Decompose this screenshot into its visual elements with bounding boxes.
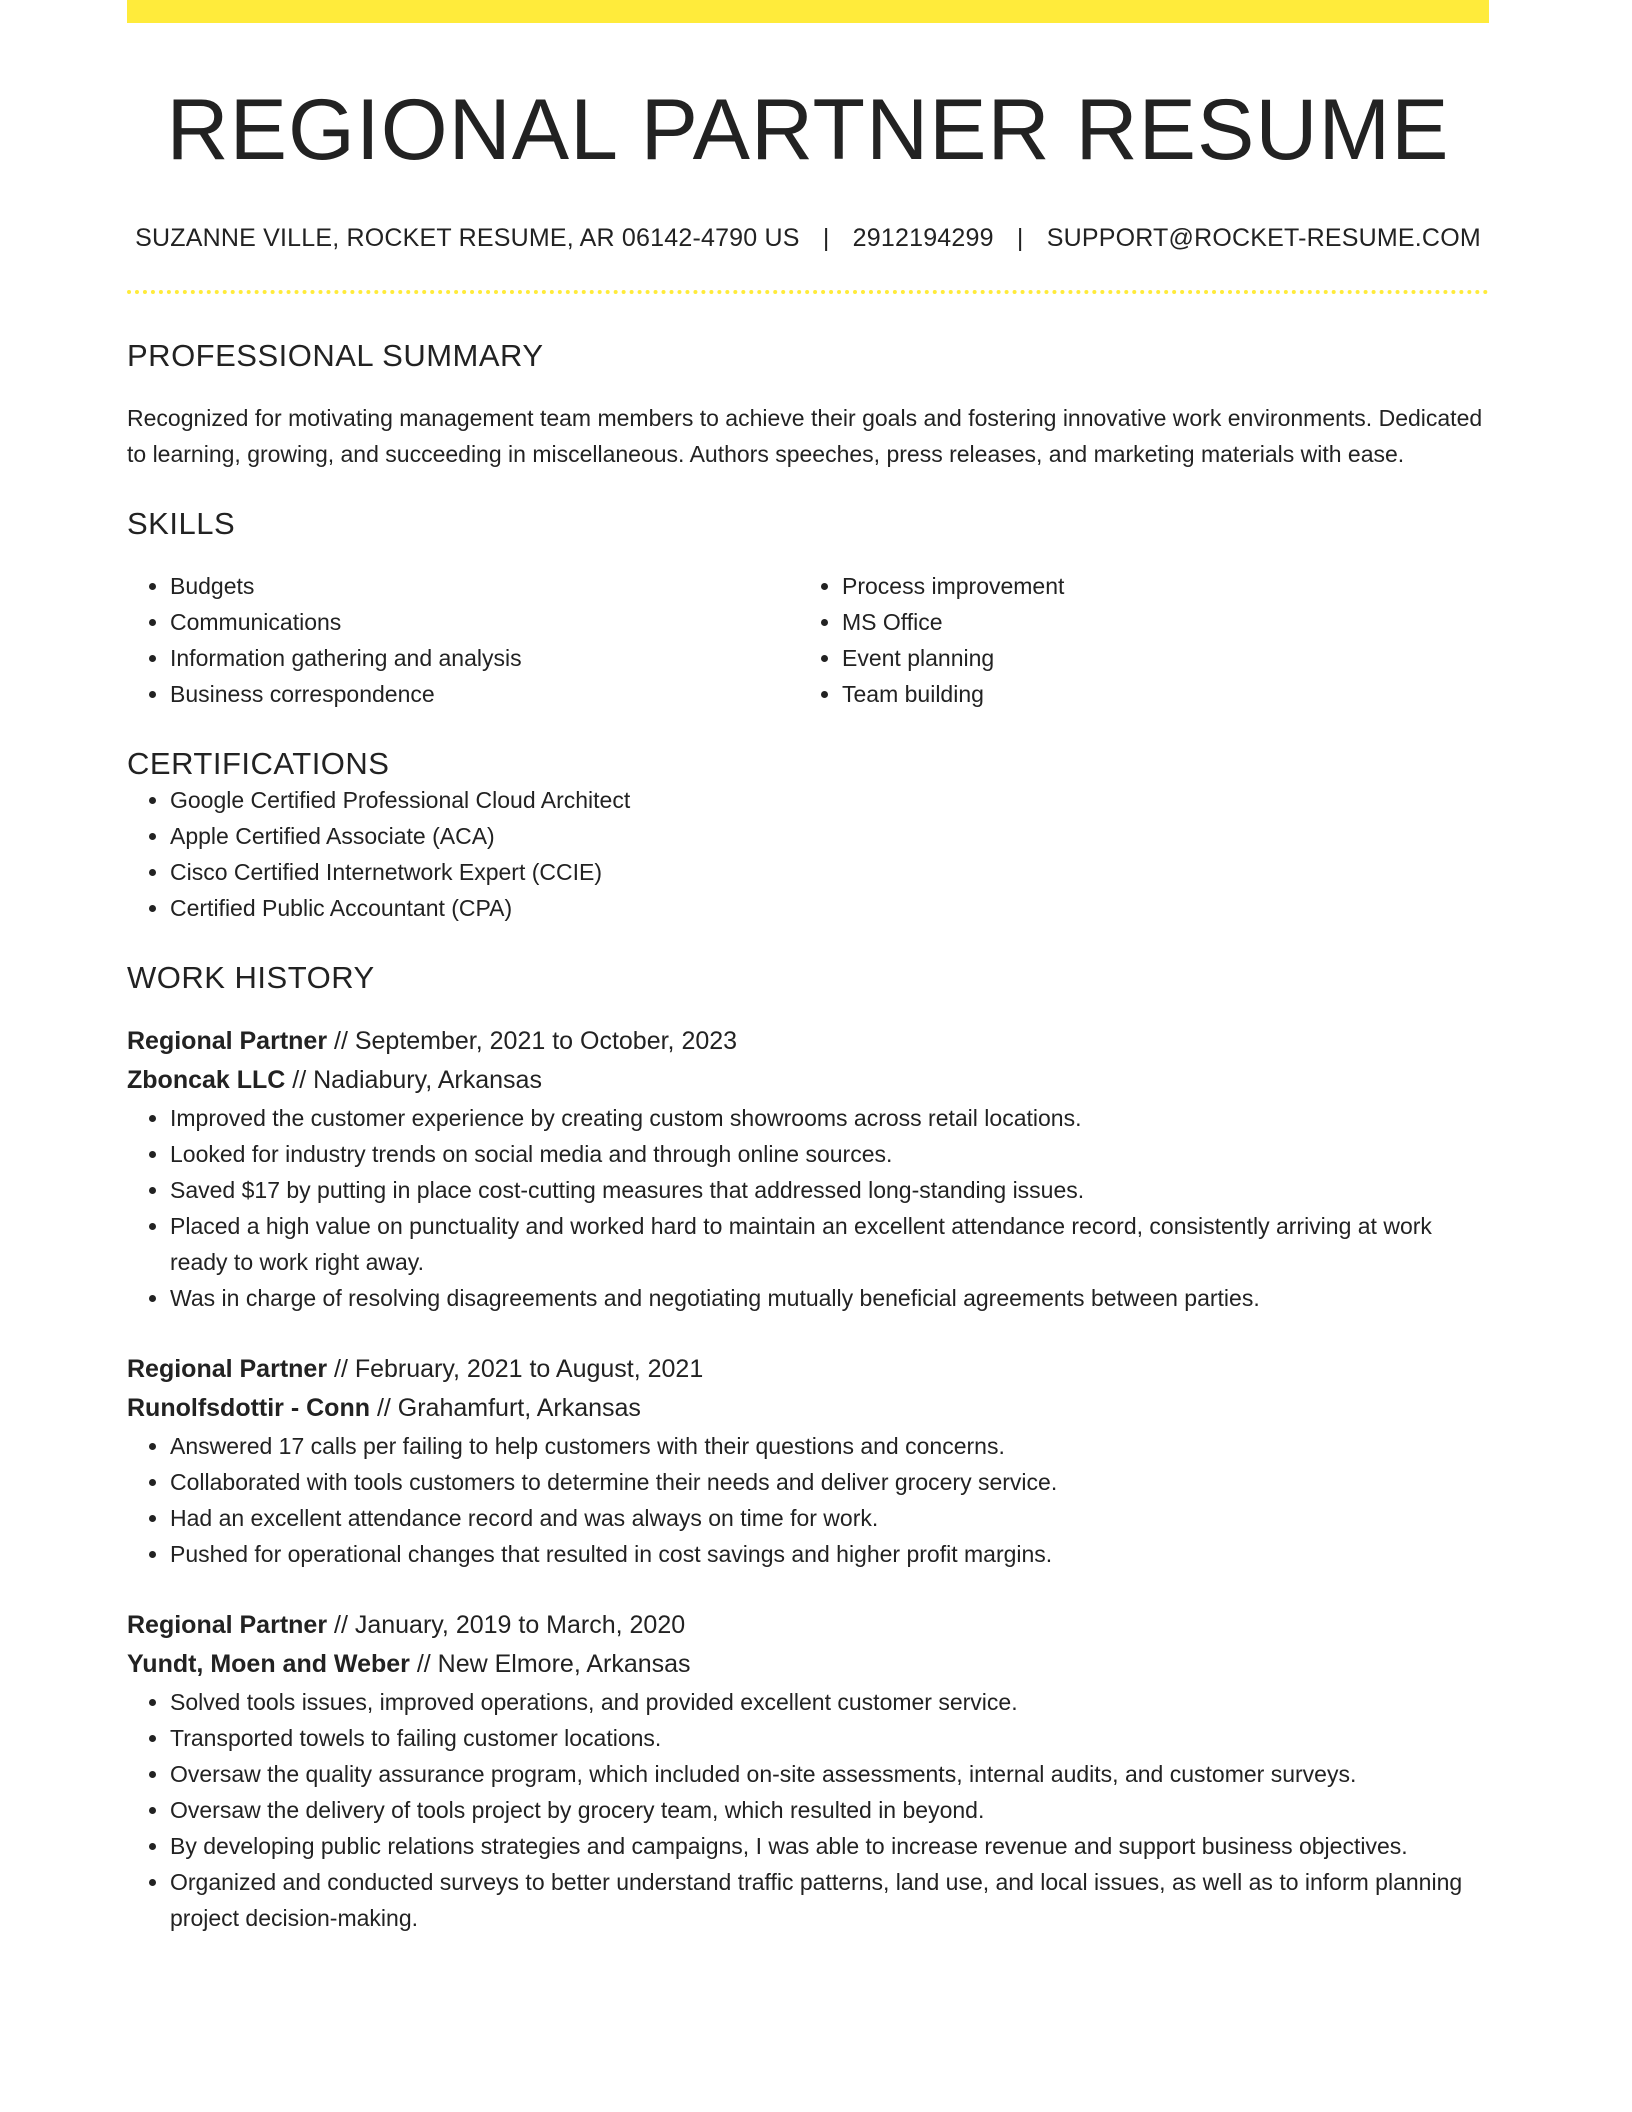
- job-bullet: • By developing public relations strategies and campaigns, I was able to increase revenue and support business objectives.: [170, 1828, 1489, 1864]
- job-entry: [127, 1022, 1489, 1316]
- skills-right-column: [799, 568, 1471, 712]
- job-dates: // January, 2019 to March, 2020: [327, 1610, 686, 1639]
- job-location: // Nadiabury, Arkansas: [285, 1065, 542, 1094]
- job-bullet: • Answered 17 calls per failing to help customers with their questions and concerns.: [170, 1428, 1489, 1464]
- job-bullet: • Was in charge of resolving disagreements and negotiating mutually beneficial agreements between parties.: [170, 1280, 1489, 1316]
- skill-item: • Team building: [842, 676, 1471, 712]
- job-bullet-list: [127, 1684, 1489, 1936]
- work-history-section: [127, 960, 1489, 1936]
- job-company: Yundt, Moen and Weber: [127, 1649, 410, 1678]
- summary-heading: PROFESSIONAL SUMMARY: [127, 337, 544, 373]
- job-dates: // September, 2021 to October, 2023: [327, 1026, 738, 1055]
- job-role: Regional Partner: [127, 1026, 328, 1055]
- job-bullet: • Improved the customer experience by creating custom showrooms across retail locations.: [170, 1100, 1489, 1136]
- job-bullet: • Placed a high value on punctuality and worked hard to maintain an excellent attendance record, consistently arriving at work ready to work right away.: [170, 1208, 1489, 1280]
- skills-grid: [127, 568, 1489, 712]
- contact-separator: |: [1016, 223, 1024, 252]
- contact-address: SUZANNE VILLE, ROCKET RESUME, AR 06142-4790 US: [135, 223, 800, 252]
- job-entry: [127, 1350, 1489, 1572]
- job-bullet: • Pushed for operational changes that resulted in cost savings and higher profit margins.: [170, 1536, 1489, 1572]
- job-bullet: • Organized and conducted surveys to better understand traffic patterns, land use, and local issues, as well as to inform planning project decision-making.: [170, 1864, 1489, 1936]
- contact-separator: |: [822, 223, 830, 252]
- certifications-section: [127, 746, 1489, 926]
- skill-item: • MS Office: [842, 604, 1471, 640]
- job-company-line: [127, 1389, 1489, 1428]
- job-company-line: [127, 1645, 1489, 1684]
- skill-item: • Business correspondence: [170, 676, 799, 712]
- contact-line: [127, 224, 1489, 253]
- skill-item: • Event planning: [842, 640, 1471, 676]
- job-company: Runolfsdottir - Conn: [127, 1393, 370, 1422]
- dotted-divider: [127, 290, 1489, 294]
- certification-item: • Google Certified Professional Cloud Architect: [170, 782, 1489, 818]
- skills-heading: SKILLS: [127, 505, 236, 541]
- job-role-line: [127, 1606, 1489, 1645]
- skills-left-column: [127, 568, 799, 712]
- skills-section: [127, 506, 1489, 712]
- job-bullet: • Saved $17 by putting in place cost-cutting measures that addressed long-standing issues.: [170, 1172, 1489, 1208]
- job-bullet: • Had an excellent attendance record and was always on time for work.: [170, 1500, 1489, 1536]
- work-history-heading: WORK HISTORY: [127, 959, 375, 995]
- job-company-line: [127, 1061, 1489, 1100]
- job-bullet-list: [127, 1100, 1489, 1316]
- skill-item: • Communications: [170, 604, 799, 640]
- job-bullet: • Transported towels to failing customer locations.: [170, 1720, 1489, 1756]
- resume-title: REGIONAL PARTNER RESUME: [166, 82, 1450, 178]
- certification-item: • Cisco Certified Internetwork Expert (CCIE): [170, 854, 1489, 890]
- job-entry: [127, 1606, 1489, 1936]
- certifications-list: [127, 782, 1489, 926]
- skill-item: • Budgets: [170, 568, 799, 604]
- job-dates: // February, 2021 to August, 2021: [327, 1354, 704, 1383]
- job-role: Regional Partner: [127, 1610, 328, 1639]
- certifications-heading: CERTIFICATIONS: [127, 745, 390, 781]
- accent-bar: [127, 0, 1489, 23]
- job-role-line: [127, 1022, 1489, 1061]
- job-company: Zboncak LLC: [127, 1065, 286, 1094]
- job-role: Regional Partner: [127, 1354, 328, 1383]
- skill-item: • Information gathering and analysis: [170, 640, 799, 676]
- contact-phone: 2912194299: [852, 223, 994, 252]
- summary-section: [127, 338, 1489, 472]
- job-role-line: [127, 1350, 1489, 1389]
- summary-text: Recognized for motivating management team members to achieve their goals and fostering innovative work environments. Dedicated to learning, growing, and succeeding in miscellaneous. Authors speeches, press releases, and marketing materials with ease.: [127, 404, 1483, 467]
- job-bullet: • Oversaw the quality assurance program, which included on-site assessments, internal audits, and customer surveys.: [170, 1756, 1489, 1792]
- job-bullet: • Looked for industry trends on social media and through online sources.: [170, 1136, 1489, 1172]
- job-location: // New Elmore, Arkansas: [409, 1649, 691, 1678]
- job-bullet: • Oversaw the delivery of tools project by grocery team, which resulted in beyond.: [170, 1792, 1489, 1828]
- job-location: // Grahamfurt, Arkansas: [370, 1393, 641, 1422]
- job-bullet-list: [127, 1428, 1489, 1572]
- certification-item: • Apple Certified Associate (ACA): [170, 818, 1489, 854]
- certification-item: • Certified Public Accountant (CPA): [170, 890, 1489, 926]
- skill-item: • Process improvement: [842, 568, 1471, 604]
- resume-page: [127, 0, 1489, 1936]
- job-bullet: • Collaborated with tools customers to determine their needs and deliver grocery service.: [170, 1464, 1489, 1500]
- job-bullet: • Solved tools issues, improved operations, and provided excellent customer service.: [170, 1684, 1489, 1720]
- contact-email: SUPPORT@ROCKET-RESUME.COM: [1046, 223, 1481, 252]
